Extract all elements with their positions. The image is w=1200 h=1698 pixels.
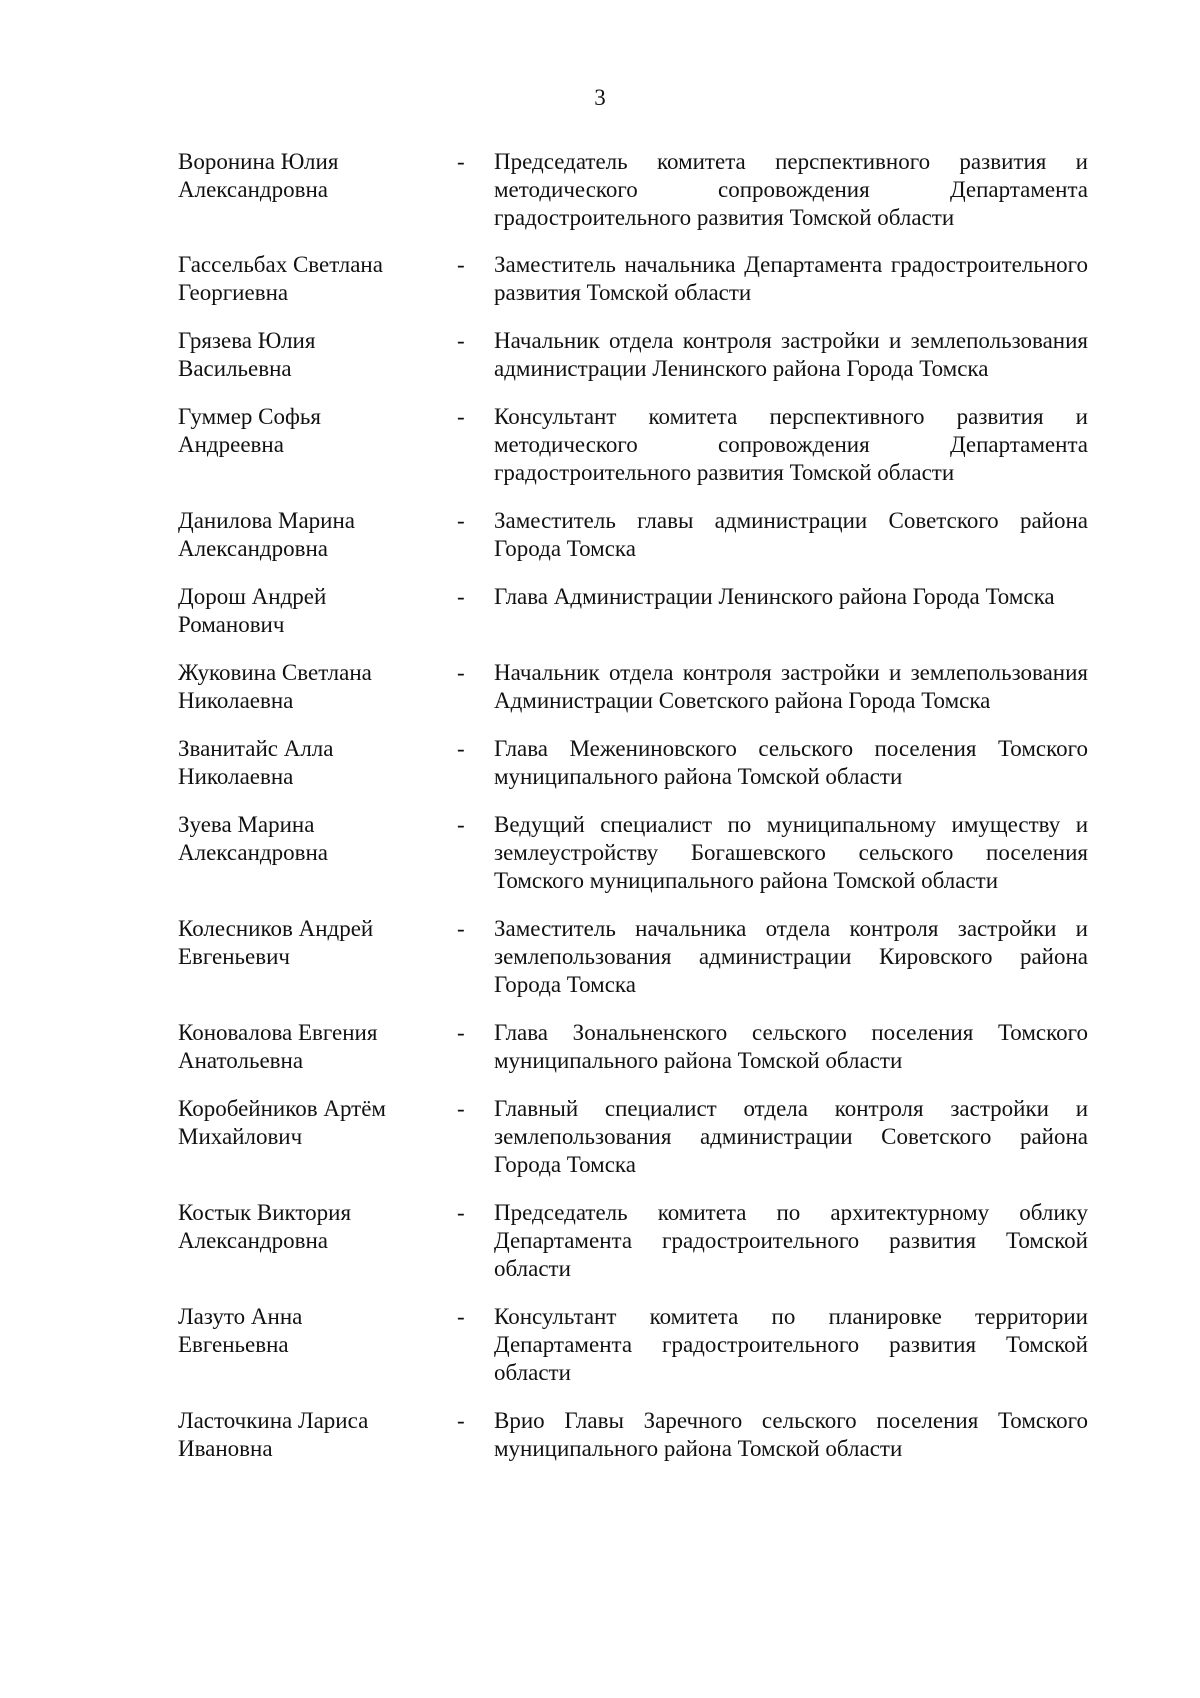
member-list [178,148,1088,1463]
list-item [178,583,1088,639]
member-name: Грязева Юлия Васильевна [178,328,316,381]
member-name: Ласточкина Лариса Ивановна [178,1408,369,1461]
list-item [178,915,1088,999]
separator-dash: - [457,1200,465,1225]
list-item [178,659,1088,715]
member-name: Воронина Юлия Александровна [178,149,339,202]
separator-dash: - [457,660,465,685]
separator-dash: - [457,404,465,429]
separator-dash: - [457,328,465,353]
member-position: Заместитель начальника отдела контроля застройки и землепользования администрации Кировского района Города Томска [494,916,1088,997]
list-item [178,251,1088,307]
list-item [178,148,1088,232]
member-name: Коробейников Артём Михайлович [178,1096,386,1149]
list-item [178,1199,1088,1283]
separator-dash: - [457,1020,465,1045]
member-name: Данилова Марина Александровна [178,508,355,561]
member-position: Заместитель главы администрации Советского района Города Томска [494,508,1088,561]
separator-dash: - [457,252,465,277]
member-name: Коновалова Евгения Анатольевна [178,1020,378,1073]
page-number: 3 [594,85,606,110]
separator-dash: - [457,812,465,837]
member-name: Гассельбах Светлана Георгиевна [178,252,383,305]
separator-dash: - [457,1408,465,1433]
list-item [178,507,1088,563]
member-position: Председатель комитета перспективного развития и методического сопровождения Департамента градостроительного развития Томской области [494,149,1088,230]
member-name: Зуева Марина Александровна [178,812,328,865]
member-name: Жуковина Светлана Николаевна [178,660,372,713]
member-position: Глава Администрации Ленинского района Города Томска [494,584,1055,609]
separator-dash: - [457,1096,465,1121]
member-name: Званитайс Алла Николаевна [178,736,334,789]
list-item [178,403,1088,487]
member-position: Ведущий специалист по муниципальному имуществу и землеустройству Богашевского сельского поселения Томского муниципального района Томской области [494,812,1088,893]
member-name: Костык Виктория Александровна [178,1200,352,1253]
list-item [178,735,1088,791]
separator-dash: - [457,508,465,533]
member-position: Главный специалист отдела контроля застройки и землепользования администрации Советского района Города Томска [494,1096,1088,1177]
member-name: Дорош Андрей Романович [178,584,327,637]
member-position: Председатель комитета по архитектурному облику Департамента градостроительного развития Томской области [494,1200,1088,1281]
member-position: Глава Межениновского сельского поселения Томского муниципального района Томской области [494,736,1088,789]
separator-dash: - [457,584,465,609]
separator-dash: - [457,1304,465,1329]
member-position: Врио Главы Заречного сельского поселения Томского муниципального района Томской области [494,1408,1088,1461]
separator-dash: - [457,149,465,174]
list-item [178,1019,1088,1075]
member-name: Лазуто Анна Евгеньевна [178,1304,303,1357]
member-position: Консультант комитета перспективного развития и методического сопровождения Департамента градостроительного развития Томской области [494,404,1088,485]
member-position: Глава Зональненского сельского поселения Томского муниципального района Томской области [494,1020,1088,1073]
separator-dash: - [457,916,465,941]
member-name: Колесников Андрей Евгеньевич [178,916,374,969]
member-position: Начальник отдела контроля застройки и землепользования администрации Ленинского района Города Томска [494,328,1088,381]
member-position: Начальник отдела контроля застройки и землепользования Администрации Советского района Города Томска [494,660,1088,713]
member-position: Заместитель начальника Департамента градостроительного развития Томской области [494,252,1088,305]
list-item [178,1095,1088,1179]
list-item [178,1407,1088,1463]
separator-dash: - [457,736,465,761]
member-position: Консультант комитета по планировке территории Департамента градостроительного развития Томской области [494,1304,1088,1385]
list-item [178,1303,1088,1387]
list-item [178,811,1088,895]
list-item [178,327,1088,383]
member-name: Гуммер Софья Андреевна [178,404,321,457]
